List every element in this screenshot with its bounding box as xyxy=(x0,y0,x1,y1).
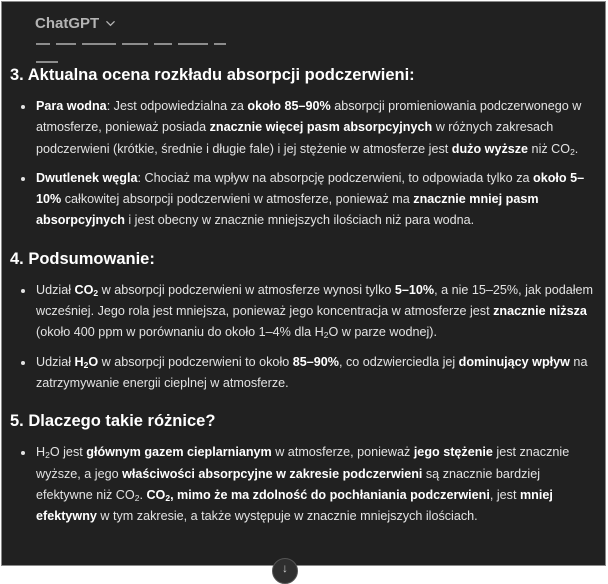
model-label: ChatGPT xyxy=(35,15,100,32)
clipped-text-remnant xyxy=(36,40,251,46)
section-3 xyxy=(10,64,600,232)
bullet-list xyxy=(10,442,600,527)
section-heading: 4. Podsumowanie: xyxy=(10,249,155,268)
section-5 xyxy=(10,410,600,527)
top-bar xyxy=(2,2,605,46)
scroll-down-button[interactable] xyxy=(272,558,298,584)
list-item: Udział $H_2O$ w absorpcji podczerwieni to około 85–90%, co odzwierciedla jej dominujący wpływ na zatrzymywanie energii cieplnej w atmosferze. xyxy=(10,352,600,395)
list-item: $H_2O$ jest głównym gazem cieplarnianym w atmosferze, ponieważ jego stężenie jest znacznie wyższe, a jego właściwości absorpcyjne w zakresie podczerwieni są znacznie bardziej efektywne niż $CO_2$. $CO_2$, mimo że ma zdolność do pochłaniania podczerwieni, jest mniej efektywny w tym zakresie, a także występuje w znacznie mniejszych ilościach. xyxy=(10,442,600,527)
chevron-down-icon xyxy=(105,18,116,29)
list-item: Udział $CO_2$ w absorpcji podczerwieni w atmosferze wynosi tylko 5–10%, a nie 15–25%, jak podałem wcześniej. Jego rola jest mniejsza, ponieważ jego koncentracja w atmosferze jest znacznie niższa (około 400 ppm w porównaniu do około 1–4% dla $H_2O$ w parze wodnej). xyxy=(10,280,600,344)
section-heading: 5. Dlaczego takie różnice? xyxy=(10,412,216,431)
bullet-list xyxy=(10,96,600,232)
list-item: Para wodna: Jest odpowiedzialna za około 85–90% absorpcji promieniowania podczerwonego w atmosferze, ponieważ posiada znacznie więcej pasm absorpcyjnych w różnych zakresach podczerwieni (krótkie, średnie i długie fale) i jej stężenie w atmosferze jest dużo wyższe niż $CO_2$. xyxy=(10,96,600,160)
chat-window xyxy=(1,1,606,575)
assistant-message xyxy=(10,64,600,543)
section-4 xyxy=(10,248,600,394)
list-item: Dwutlenek węgla: Chociaż ma wpływ na absorpcję podczerwieni, to odpowiada tylko za około 5–10% całkowitej absorpcji podczerwieni w atmosferze, ponieważ ma znacznie mniej pasm absorpcyjnych i jest obecny w znacznie mniejszych ilościach niż para wodna. xyxy=(10,168,600,232)
bullet-list xyxy=(10,280,600,394)
arrow-down-icon: ↓ xyxy=(282,561,288,575)
model-selector[interactable] xyxy=(35,15,116,32)
section-heading: 3. Aktualna ocena rozkładu absorpcji podczerwieni: xyxy=(10,66,415,84)
